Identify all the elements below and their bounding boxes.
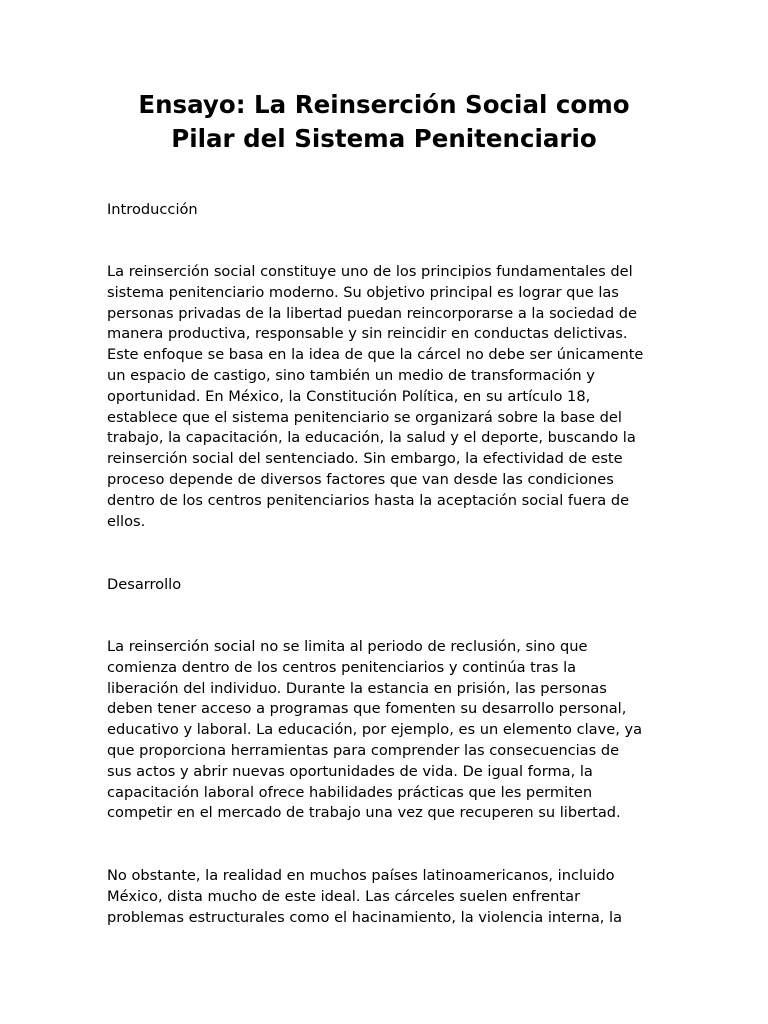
text-line: reinserción social del sentenciado. Sin embargo, la efectividad de este	[107, 450, 623, 468]
text-line: capacitación laboral ofrece habilidades prácticas que les permiten	[107, 783, 593, 801]
paragraph-no-obstante	[107, 866, 622, 928]
text-line: trabajo, la capacitación, la educación, la salud y el deporte, buscando la	[107, 429, 636, 447]
title-line: Ensayo: La Reinserción Social como	[138, 90, 630, 119]
text-line: que proporciona herramientas para comprender las consecuencias de	[107, 741, 620, 759]
text-line: La reinserción social no se limita al periodo de reclusión, sino que	[107, 638, 588, 655]
text-line: problemas estructurales como el hacinamiento, la violencia interna, la	[107, 908, 623, 926]
text-line: un espacio de castigo, sino también un medio de transformación y	[107, 366, 595, 384]
text-line: sistema penitenciario moderno. Su objetivo principal es lograr que las	[107, 283, 619, 301]
text-line: deben tener acceso a programas que fomenten su desarrollo personal,	[107, 700, 627, 718]
text-line: proceso depende de diversos factores que van desde las condiciones	[107, 470, 614, 488]
title-line: Pilar del Sistema Penitenciario	[171, 124, 597, 153]
paragraph-introduccion	[107, 262, 643, 532]
document-title	[0, 88, 768, 156]
text-line: comienza dentro de los centros penitenciarios y continúa tras la	[107, 658, 577, 676]
text-line: oportunidad. En México, la Constitución Política, en su artículo 18,	[107, 387, 591, 405]
paragraph-desarrollo	[107, 637, 642, 824]
text-line: ellos.	[107, 512, 146, 530]
text-line: dentro de los centros penitenciarios hasta la aceptación social fuera de	[107, 491, 630, 509]
text-line: manera productiva, responsable y sin reincidir en conductas delictivas.	[107, 325, 628, 343]
text-line: educativo y laboral. La educación, por ejemplo, es un elemento clave, ya	[107, 721, 643, 739]
section-heading-desarrollo: Desarrollo	[107, 576, 182, 593]
text-line: México, dista mucho de este ideal. Las cárceles suelen enfrentar	[107, 887, 581, 905]
text-line: competir en el mercado de trabajo una vez que recuperen su libertad.	[107, 804, 621, 822]
section-heading-introduccion: Introducción	[107, 201, 198, 218]
text-line: La reinserción social constituye uno de los principios fundamentales del	[107, 263, 633, 280]
text-line: No obstante, la realidad en muchos países latinoamericanos, incluido	[107, 867, 615, 884]
text-line: personas privadas de la libertad puedan reincorporarse a la sociedad de	[107, 304, 638, 322]
text-line: sus actos y abrir nuevas oportunidades de vida. De igual forma, la	[107, 762, 593, 780]
text-line: Este enfoque se basa en la idea de que la cárcel no debe ser únicamente	[107, 346, 644, 364]
text-line: establece que el sistema penitenciario se organizará sobre la base del	[107, 408, 622, 426]
text-line: liberación del individuo. Durante la estancia en prisión, las personas	[107, 679, 607, 697]
